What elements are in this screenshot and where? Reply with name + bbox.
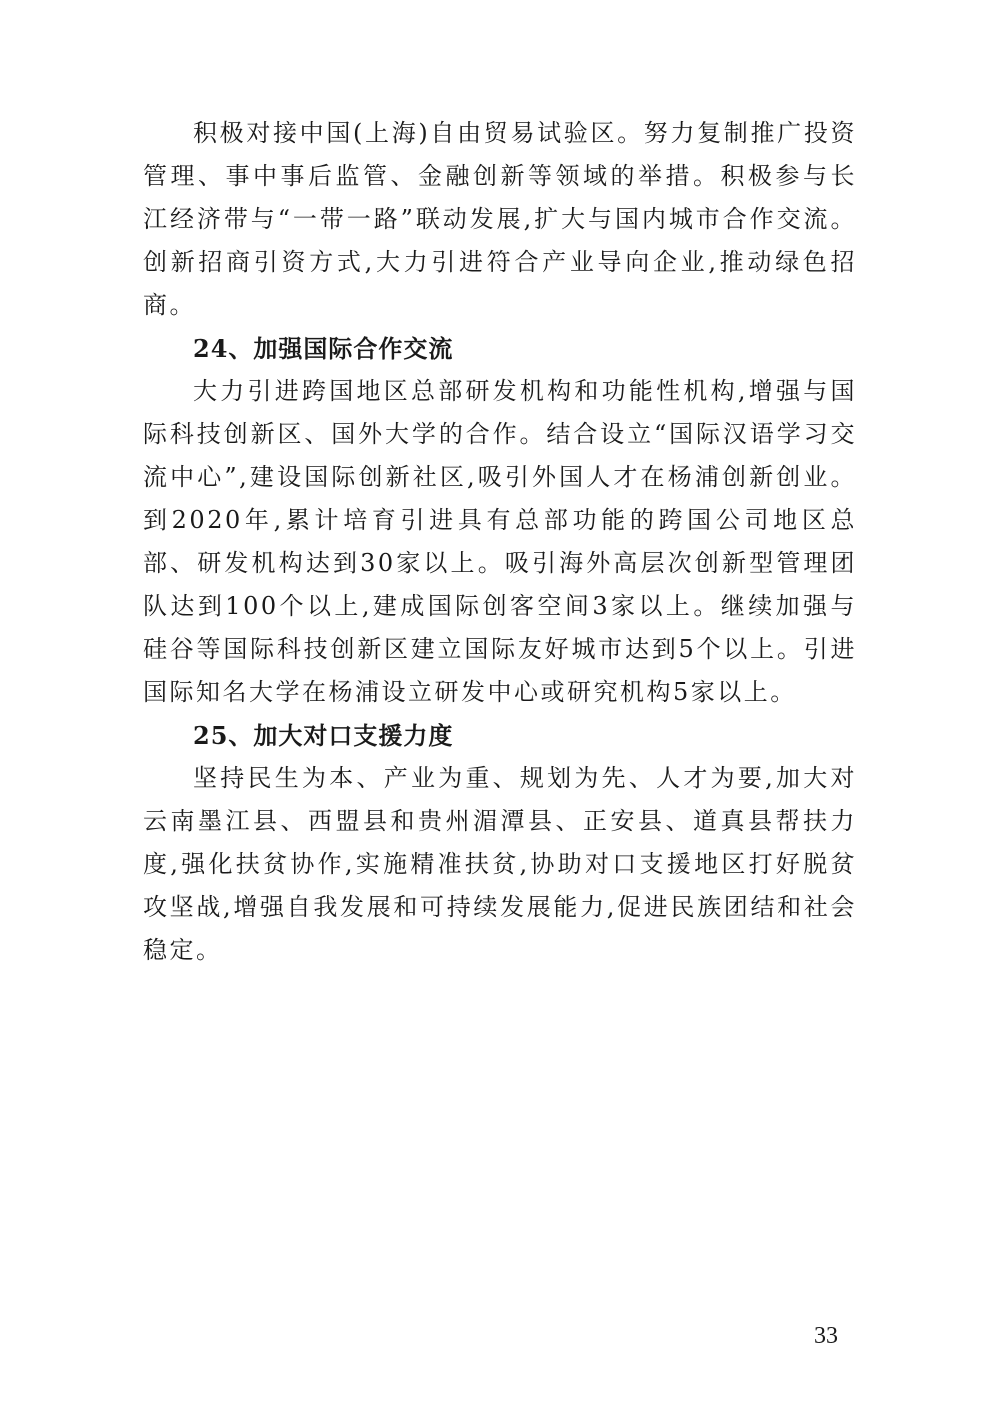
page-number: 33 <box>814 1323 838 1349</box>
section-heading-24: 24、加强国际合作交流 <box>193 334 454 363</box>
section-heading-25: 25、加大对口支援力度 <box>193 721 454 750</box>
paragraph-ftz-integration: 积极对接中国(上海)自由贸易试验区。努力复制推广投资管理、事中事后监管、金融创新等领域的举措。积极参与长江经济带与“一带一路”联动发展,扩大与国内城市合作交流。创新招商引资方式,大力引进符合产业导向企业,推动绿色招商。 <box>143 119 857 319</box>
paragraph-international-cooperation: 大力引进跨国地区总部研发机构和功能性机构,增强与国际科技创新区、国外大学的合作。结合设立“国际汉语学习交流中心”,建设国际创新社区,吸引外国人才在杨浦创新创业。到2020年,累计培育引进具有总部功能的跨国公司地区总部、研发机构达到30家以上。吸引海外高层次创新型管理团队达到100个以上,建成国际创客空间3家以上。继续加强与硅谷等国际科技创新区建立国际友好城市达到5个以上。引进国际知名大学在杨浦设立研发中心或研究机构5家以上。 <box>143 377 857 706</box>
document-page <box>143 112 857 972</box>
paragraph-counterpart-support: 坚持民生为本、产业为重、规划为先、人才为要,加大对云南墨江县、西盟县和贵州湄潭县、正安县、道真县帮扶力度,强化扶贫协作,实施精准扶贫,协助对口支援地区打好脱贫攻坚战,增强自我发展和可持续发展能力,促进民族团结和社会稳定。 <box>143 764 857 964</box>
